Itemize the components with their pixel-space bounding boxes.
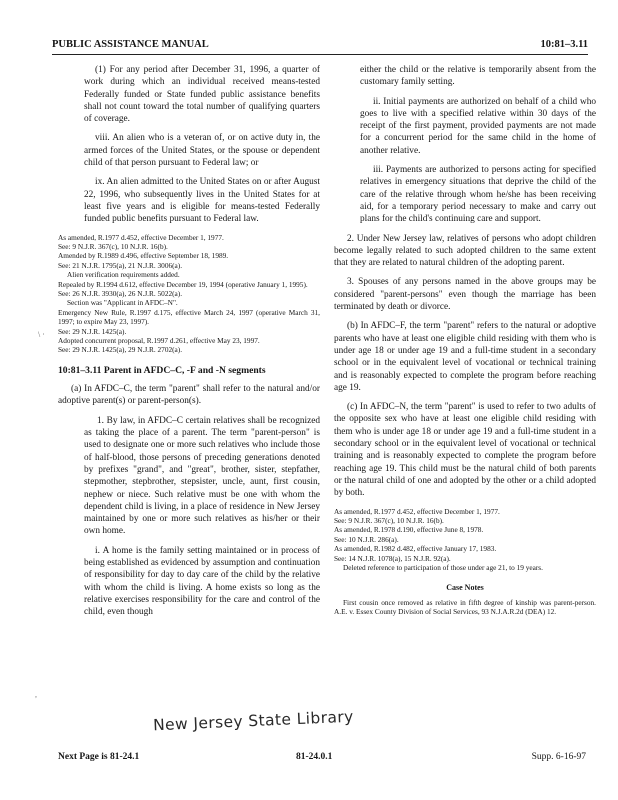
footer-next-page: Next Page is 81-24.1 <box>58 752 140 762</box>
paragraph-viii: viii. An alien who is a veteran of, or on active duty in, the armed forces of the United States, or the spouse or dependent child of that person pursuant to Federal law; or <box>84 133 320 169</box>
history-line: As amended, R.1978 d.190, effective June 8, 1978. <box>334 525 484 535</box>
history-line: Adopted concurrent proposal, R.1997 d.261, effective May 23, 1997. <box>58 336 260 346</box>
amendment-history-right <box>334 507 596 573</box>
section-heading: 10:81–3.11 Parent in AFDC–C, -F and -N segments <box>58 364 266 376</box>
history-line: See: 9 N.J.R. 367(c), 10 N.J.R. 16(b). <box>58 241 168 251</box>
paragraph-ix: ix. An alien admitted to the United States on or after August 22, 1996, who subsequently lives in the United States for at least five years and is eligible for means-tested Federally funded public benefits pursuant to Federal law. <box>84 177 320 225</box>
running-header <box>52 38 588 55</box>
history-line: Section was "Applicant in AFDC–N". <box>67 298 178 308</box>
paragraph-iii: iii. Payments are authorized to persons acting for specified relatives in emergency situations that deprive the child of the care of the relative through whom he/she has been receiving aid, for a temporary period necessary to make and carry out plans for the child's continuing care and support. <box>360 165 596 225</box>
history-line: See: 29 N.J.R. 1425(a), 29 N.J.R. 2702(a). <box>58 345 183 355</box>
right-column <box>334 64 596 616</box>
left-column <box>58 64 320 625</box>
case-note: First cousin once removed as relative in fifth degree of kinship was parent-person. A.E. v. Essex County Division of Social Services, 93 N.J.A.R.2d (DEA) 12. <box>334 597 596 617</box>
history-line: See: 26 N.J.R. 3930(a), 26 N.J.R. 5022(a). <box>58 289 183 298</box>
paragraph-a: (a) In AFDC–C, the term "parent" shall refer to the natural and/or adoptive parent(s) or parent-person(s). <box>58 384 320 407</box>
header-title: PUBLIC ASSISTANCE MANUAL <box>52 39 209 50</box>
history-line: Repealed by R.1994 d.612, effective December 19, 1994 (operative January 1, 1995). <box>58 279 308 289</box>
history-line: As amended, R.1982 d.482, effective January 17, 1983. <box>334 544 497 554</box>
case-notes-heading: Case Notes <box>446 583 484 593</box>
history-line: Amended by R.1989 d.496, effective September 18, 1989. <box>58 251 229 261</box>
history-line: Alien verification requirements added. <box>67 270 180 280</box>
history-line: As amended, R.1977 d.452, effective December 1, 1977. <box>334 506 500 516</box>
header-section-number: 10:81–3.11 <box>540 39 588 50</box>
history-line: See: 21 N.J.R. 1795(a), 21 N.J.R. 3006(a). <box>58 260 183 270</box>
footer-supplement: Supp. 6-16-97 <box>531 752 586 762</box>
history-line: Deleted reference to participation of those under age 21, to 19 years. <box>343 562 543 572</box>
paragraph-c: (c) In AFDC–N, the term "parent" is used to refer to two adults of the opposite sex who have at least one eligible child residing with them who is under age 18 or under age 19 and a full-time student in a secondary school or in the equivalent level of vocational or technical training and is reasonably expected to complete the program before reaching age 19. This child must be the natural child of both parents or the natural child of one and adopted by the other or a child adopted by both. <box>334 402 596 499</box>
history-line: See: 9 N.J.R. 367(c), 10 N.J.R. 16(b). <box>334 515 444 525</box>
library-stamp: New Jersey State Library <box>152 707 354 735</box>
amendment-history <box>58 233 320 355</box>
paragraph-i-home: i. A home is the family setting maintained or in process of being established as evidenced by assumption and continuation of responsibility for day to day care of the child by the relative with whom the child is living. A home exists so long as the relative exercises responsibility for the care and control of the child, even though <box>84 545 320 618</box>
scan-mark: , <box>35 690 37 699</box>
scan-mark: \ · <box>38 330 45 339</box>
history-line: See: 29 N.J.R. 1425(a). <box>58 326 127 336</box>
paragraph-ii: ii. Initial payments are authorized on behalf of a child who goes to live with a specified relative within 30 days of the receipt of the first payment, provided payments are not made for a concurrent period for the same child in the home of another relative. <box>360 96 596 156</box>
paragraph-1-parent-person: 1. By law, in AFDC–C certain relatives shall be recognized as taking the place of a parent. The term "parent-person" is used to designate one or more such relatives who include those of half-blood, those persons of preceding generations denoted by prefixes "grand", and "great", brother, sister, stepfather, stepmother, stepbrother, stepsister, uncle, aunt, first cousin, nephew or niece. Such relative must be one with whom the dependent child is living, in a place of residence in New Jersey maintained by one or more such relatives as his/her or their own home. <box>84 415 320 537</box>
history-line: See: 14 N.J.R. 1078(a), 15 N.J.R. 92(a). <box>334 553 451 563</box>
footer-page-number: 81-24.0.1 <box>296 752 333 762</box>
paragraph-1-clause: (1) For any period after December 31, 1996, a quarter of work during which an individual received means-tested Federally funded or State funded public assistance benefits shall not count toward the total number of qualifying quarters of coverage. <box>84 65 320 125</box>
history-line: Emergency New Rule, R.1997 d.175, effective March 24, 1997 (operative March 31, 1997; to expire May 23, 1997). <box>58 307 320 327</box>
paragraph-continued: either the child or the relative is temporarily absent from the customary family setting. <box>360 65 596 88</box>
paragraph-2: 2. Under New Jersey law, relatives of persons who adopt children become legally related to such adopted children to the same extent that they are related to natural children of the adopting parent. <box>334 233 596 269</box>
paragraph-3: 3. Spouses of any persons named in the above groups may be considered "parent-persons" even though the marriage has been terminated by death or divorce. <box>334 277 596 313</box>
paragraph-b: (b) In AFDC–F, the term "parent" refers to the natural or adoptive parents who have at least one eligible child residing with them who is under age 18 or under age 19 and a full-time student in a secondary school or in the equivalent level of vocational or technical training and is reasonably expected to complete the program before reaching age 19. <box>334 321 596 393</box>
history-line: See: 10 N.J.R. 286(a). <box>334 534 399 544</box>
history-line: As amended, R.1977 d.452, effective December 1, 1977. <box>58 232 224 242</box>
